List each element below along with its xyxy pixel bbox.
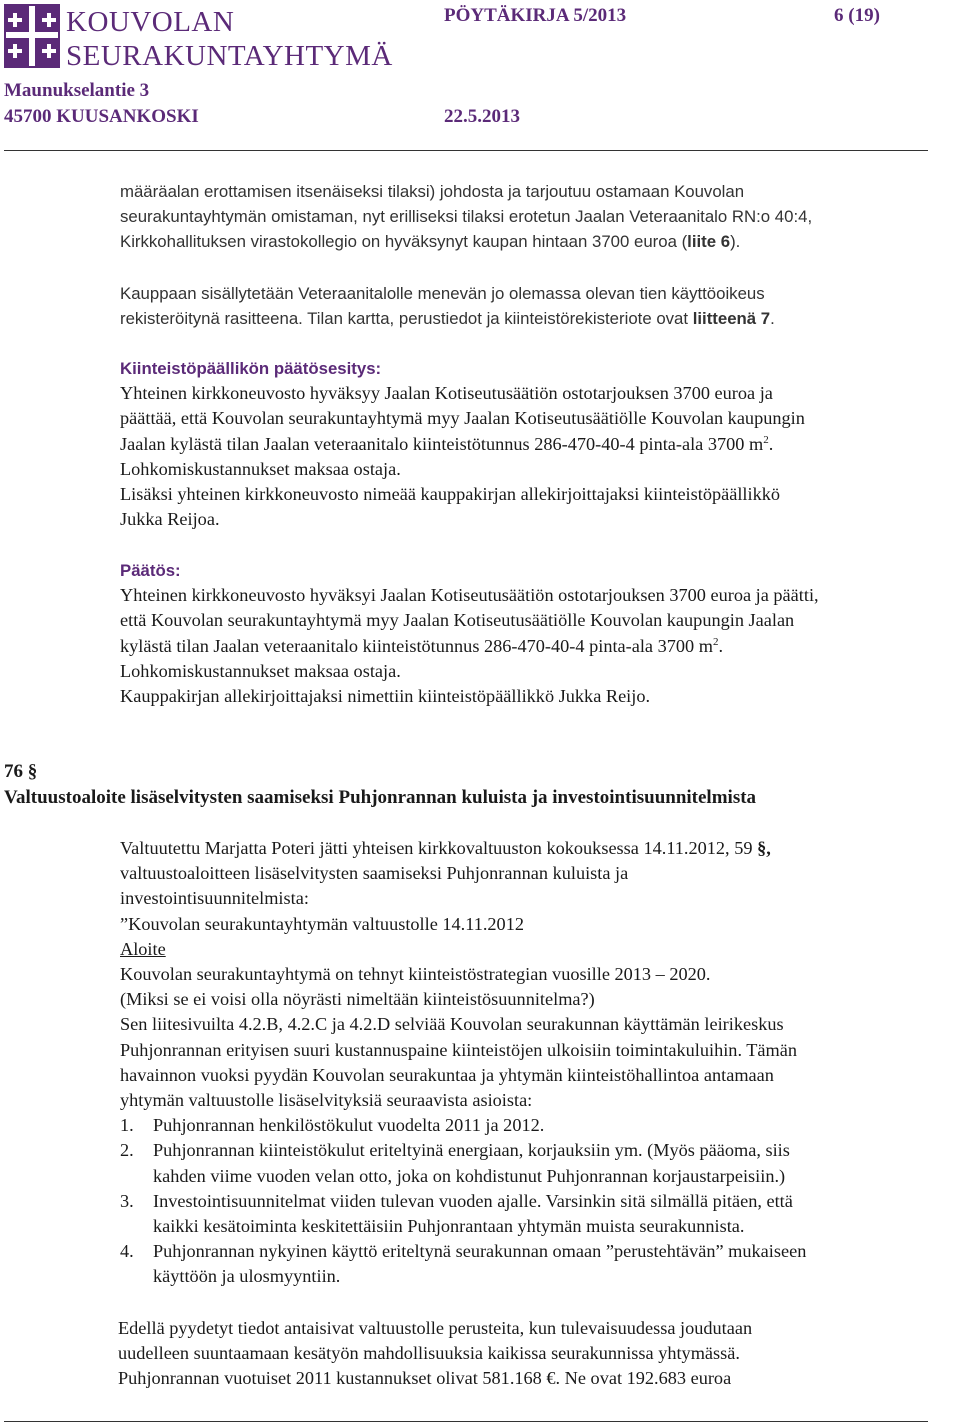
text-line: Puhjonrannan nykyinen käyttö eriteltynä seurakunnan omaan ”perustehtävän” mukaiseen <box>153 1241 807 1262</box>
text-line: että Kouvolan seurakuntayhtymä myy Jaalan Kotiseutusäätiölle Kouvolan kaupungin Jaalan <box>120 610 795 631</box>
org-name-line2: SEURAKUNTAYHTYMÄ <box>66 40 393 72</box>
header-divider <box>4 150 928 151</box>
text-line: seurakuntayhtymän omistaman, nyt erilliseksi tilaksi erotetun Jaalan Veteraanitalo RN:o 40:4, <box>120 207 813 227</box>
section-body <box>120 836 955 1290</box>
text-line: ”Kouvolan seurakuntayhtymän valtuustolle 14.11.2012 <box>120 913 524 934</box>
list-number: 4. <box>120 1241 134 1262</box>
closing-paragraph <box>118 1316 953 1392</box>
text-line: Jukka Reijoa. <box>120 509 220 530</box>
list-number: 2. <box>120 1140 134 1161</box>
request-list <box>120 1113 955 1289</box>
text-line: (Miksi se ei voisi olla nöyrästi nimeltään kiinteistösuunnitelma?) <box>120 989 595 1010</box>
text-line: investointisuunnitelmista: <box>120 888 309 909</box>
text-fragment: . <box>770 309 775 329</box>
text-line <box>120 229 955 254</box>
text-line: kahden viime vuoden velan otto, joka on kohdistunut Puhjonrannan korjaustarpeisiin.) <box>153 1165 786 1186</box>
text-line: Kauppaan sisällytetään Veteraanitalolle menevän jo olemassa olevan tien käyttöoikeus <box>120 284 765 303</box>
text-line: uudelleen suuntaamaan kesätyön mahdollisuuksia kaikissa seurakunnissa yhtymässä. <box>118 1343 740 1364</box>
text-line <box>120 634 955 659</box>
text-line: Yhteinen kirkkoneuvosto hyväksyy Jaalan Kotiseutusäätiön ostotarjouksen 3700 euroa ja <box>120 383 773 404</box>
proposal-heading: Kiinteistöpäällikön päätösesitys: <box>120 359 382 378</box>
text-fragment: . <box>768 433 774 454</box>
text-line: Puhjonrannan kiinteistökulut eriteltyinä energiaan, korjauksiin ym. (Myös pääoma, siis <box>153 1140 790 1161</box>
text-line: kaikki kesätoiminta keskitettäisiin Puhjonrantaan yhtymän muista seurakunnista. <box>153 1216 745 1237</box>
text-line: Kouvolan seurakuntayhtymä on tehnyt kiinteistöstrategian vuosille 2013 – 2020. <box>120 964 711 985</box>
church-cross-logo-icon <box>4 4 60 68</box>
text-fragment: Kirkkohallituksen virastokollegio on hyväksynyt kaupan hintaan 3700 euroa ( <box>120 232 688 252</box>
text-line: Yhteinen kirkkoneuvosto hyväksyi Jaalan Kotiseutusäätiön ostotarjouksen 3700 euroa ja päätti, <box>120 585 819 606</box>
superscript: 2 <box>763 433 769 446</box>
text-line: päättää, että Kouvolan seurakuntayhtymä myy Jaalan Kotiseutusäätiölle Kouvolan kaupungin <box>120 408 805 429</box>
text-line: Lohkomiskustannukset maksaa ostaja. <box>120 660 401 681</box>
text-line: Puhjonrannan vuotuiset 2011 kustannukset olivat 581.168 €. Ne ovat 192.683 euroa <box>118 1368 732 1389</box>
superscript: 2 <box>712 635 719 648</box>
list-item <box>120 1189 955 1239</box>
list-number: 3. <box>120 1190 134 1211</box>
proposal-block <box>120 356 955 532</box>
text-line <box>120 836 955 861</box>
decision-heading: Päätös: <box>120 561 181 580</box>
attachment-ref-7: liitteenä 7 <box>692 309 771 329</box>
document-title: PÖYTÄKIRJA 5/2013 <box>444 5 627 26</box>
footer-divider <box>4 1421 928 1422</box>
page-number: 6 (19) <box>834 5 880 26</box>
section-title: Valtuustoaloite lisäselvitysten saamiseksi Puhjonrannan kuluista ja investointisuunnitelmista <box>4 787 757 808</box>
text-line: valtuustoaloitteen lisäselvitysten saamiseksi Puhjonrannan kuluista ja <box>120 863 629 884</box>
text-fragment: ). <box>730 232 741 252</box>
text-line: Kauppakirjan allekirjoittajaksi nimettiin kiinteistöpäällikkö Jukka Reijo. <box>120 686 651 707</box>
text-line: yhtymän valtuustolle lisäselvityksiä seuraavista asioista: <box>120 1090 533 1111</box>
text-fragment: Jaalan kylästä tilan Jaalan veteraanitalo kiinteistötunnus 286-470-40-4 pinta-ala 3700 m <box>120 433 764 454</box>
list-item <box>120 1113 955 1138</box>
list-number: 1. <box>120 1115 134 1136</box>
text-line: Puhjonrannan henkilöstökulut vuodelta 2011 ja 2012. <box>153 1115 545 1136</box>
list-item <box>120 1138 955 1188</box>
text-line: Lohkomiskustannukset maksaa ostaja. <box>120 458 401 479</box>
text-line: käyttöön ja ulosmyyntiin. <box>153 1266 341 1287</box>
decision-block <box>120 558 955 709</box>
attachment-ref-6: liite 6 <box>687 232 731 252</box>
org-name-line1: KOUVOLAN <box>66 6 235 38</box>
document-date: 22.5.2013 <box>444 106 520 127</box>
text-line: Investointisuunnitelmat viiden tulevan vuoden ajalle. Varsinkin sitä silmällä pitäen, että <box>153 1190 793 1211</box>
text-line <box>120 306 955 331</box>
text-line: määräalan erottamisen itsenäiseksi tilaksi) johdosta ja tarjoutuu ostamaan Kouvolan <box>120 182 745 201</box>
text-line: Lisäksi yhteinen kirkkoneuvosto nimeää kauppakirjan allekirjoittajaksi kiinteistöpäällikkö <box>120 484 780 505</box>
list-item <box>120 1239 955 1289</box>
text-line <box>120 432 955 457</box>
intro-paragraph-1 <box>120 179 955 255</box>
section-number: 76 § <box>4 761 38 782</box>
text-fragment: Valtuutettu Marjatta Poteri jätti yhteisen kirkkovaltuuston kokouksessa 14.11.2012, 59 <box>120 838 758 858</box>
text-line: Edellä pyydetyt tiedot antaisivat valtuustolle perusteita, kun tulevaisuudessa joudutaan <box>118 1318 753 1338</box>
text-fragment: kylästä tilan Jaalan veteraanitalo kiinteistötunnus 286-470-40-4 pinta-ala 3700 m <box>120 635 713 656</box>
text-fragment: . <box>718 635 724 656</box>
text-line: Sen liitesivuilta 4.2.B, 4.2.C ja 4.2.D selviää Kouvolan seurakunnan käyttämän leirikeskus <box>120 1014 784 1035</box>
aloite-heading: Aloite <box>120 938 166 959</box>
address-street: Maunukselantie 3 <box>4 80 150 101</box>
text-fragment: rekisteröitynä rasitteena. Tilan kartta, perustiedot ja kiinteistörekisteriote ovat <box>120 309 693 329</box>
text-fragment: §, <box>757 838 771 858</box>
text-line: Puhjonrannan erityisen suuri kustannuspaine kiinteistöjen ulkoisiin toimintakuluihin. Tämän <box>120 1039 798 1060</box>
text-line: havainnon vuoksi pyydän Kouvolan seurakuntaa ja yhtymän kiinteistöhallintoa antamaan <box>120 1064 774 1085</box>
address-city: 45700 KUUSANKOSKI <box>4 106 199 127</box>
intro-paragraph-2 <box>120 281 955 331</box>
